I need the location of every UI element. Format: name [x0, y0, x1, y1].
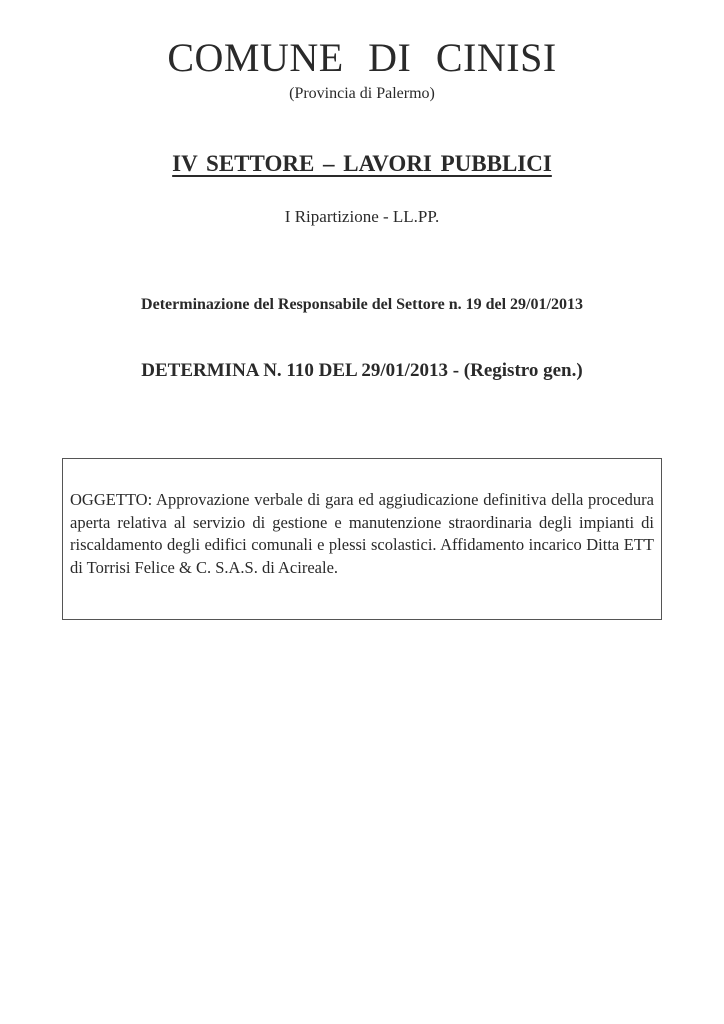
settore-heading: [0, 150, 724, 178]
comune-title: COMUNE DI CINISI: [167, 35, 557, 80]
ripartizione-label: I Ripartizione - LL.PP.: [284, 207, 440, 226]
settore-title: IV SETTORE – LAVORI PUBBLICI: [172, 151, 552, 176]
oggetto-box: [62, 458, 662, 620]
provincia-subtitle: (Provincia di Palermo): [289, 85, 435, 102]
oggetto-text: OGGETTO: Approvazione verbale di gara ed aggiudicazione definitiva della procedura aperta relativa al servizio di gestione e manutenzione straordinaria degli impianti di riscaldamento degli edifici comunali e plessi scolastici. Affidamento incarico Ditta ETT di Torrisi Felice & C. S.A.S. di Acireale.: [70, 490, 654, 577]
determina-registro: DETERMINA N. 110 DEL 29/01/2013 - (Registro gen.): [141, 360, 583, 381]
determinazione-responsabile: Determinazione del Responsabile del Settore n. 19 del 29/01/2013: [141, 296, 583, 313]
